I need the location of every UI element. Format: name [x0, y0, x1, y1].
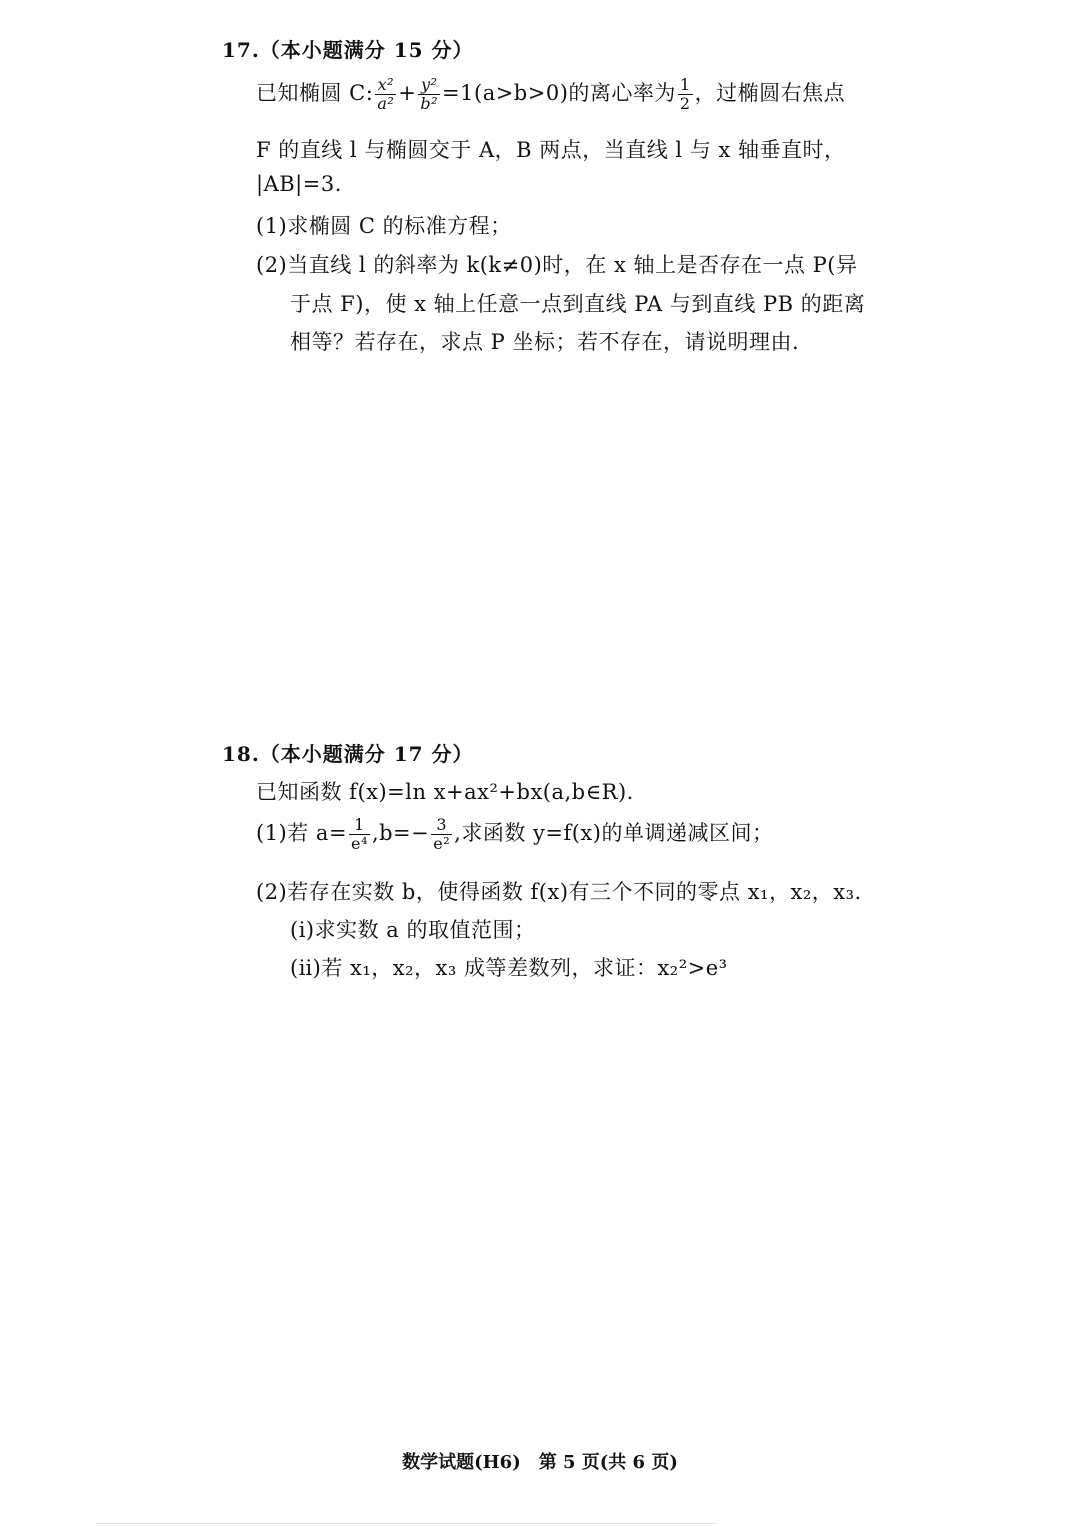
- q18-heading: 18.（本小题满分 17 分）: [222, 742, 474, 766]
- q18-part-2-ii: (ⅱ)若 x₁，x₂，x₃ 成等差数列，求证：x₂²>e³: [290, 956, 728, 980]
- q18-line-1: 已知函数 f(x)=ln x+ax²+bx(a,b∈R).: [256, 780, 634, 804]
- fraction-numerator: 1: [354, 815, 365, 834]
- q17-part-2-line-3: 相等？若存在，求点 P 坐标；若不存在，请说明理由.: [290, 330, 800, 354]
- one-half-fraction: [678, 76, 693, 113]
- x2-over-a2-fraction: [375, 76, 396, 113]
- q17-part-2-line-2: 于点 F)，使 x 轴上任意一点到直线 PA 与到直线 PB 的距离: [290, 292, 866, 316]
- q17-line-2: F 的直线 l 与椭圆交于 A，B 两点，当直线 l 与 x 轴垂直时，: [256, 138, 846, 162]
- fraction-numerator: 1: [679, 75, 691, 94]
- fraction-numerator: x²: [377, 75, 395, 94]
- a-value-fraction: [349, 816, 370, 853]
- b-value-fraction: [431, 816, 452, 853]
- q17-eccentricity-text: =1(a>b>0)的离心率为: [442, 81, 676, 105]
- fraction-denominator: e²: [433, 834, 451, 853]
- q17-heading: 17.（本小题满分 15 分）: [222, 38, 474, 62]
- plus-sign: +: [398, 81, 417, 105]
- q18-part-1-text-a: (1)若 a=: [256, 821, 348, 845]
- q18-part-2-i: (ⅰ)求实数 a 的取值范围；: [290, 918, 536, 942]
- q18-part-2: (2)若存在实数 b，使得函数 f(x)有三个不同的零点 x₁，x₂，x₃.: [256, 880, 862, 904]
- fraction-denominator: 2: [679, 94, 691, 113]
- q18-part-1-text-c: ,求函数 y=f(x)的单调递减区间；: [454, 821, 774, 845]
- q17-line-3: |AB|=3.: [256, 172, 342, 196]
- y2-over-b2-fraction: [418, 76, 440, 113]
- q18-part-1-text-b: ,b=−: [371, 821, 430, 845]
- fraction-numerator: 3: [436, 815, 448, 834]
- q17-focus-text: ，过椭圆右焦点: [694, 81, 846, 105]
- bottom-divider: [96, 1523, 716, 1524]
- fraction-denominator: b²: [420, 94, 439, 113]
- q17-intro-text: 已知椭圆 C:: [256, 81, 374, 105]
- q17-part-1: (1)求椭圆 C 的标准方程；: [256, 214, 512, 238]
- q17-line-1: [256, 76, 845, 113]
- fraction-numerator: y²: [420, 75, 438, 94]
- page-footer: 数学试题(H6) 第 5 页(共 6 页): [402, 1452, 678, 1473]
- fraction-denominator: e⁴: [351, 834, 368, 853]
- q17-part-2-line-1: (2)当直线 l 的斜率为 k(k≠0)时，在 x 轴上是否存在一点 P(异: [256, 253, 858, 277]
- fraction-denominator: a²: [377, 94, 395, 113]
- q18-part-1: [256, 816, 773, 853]
